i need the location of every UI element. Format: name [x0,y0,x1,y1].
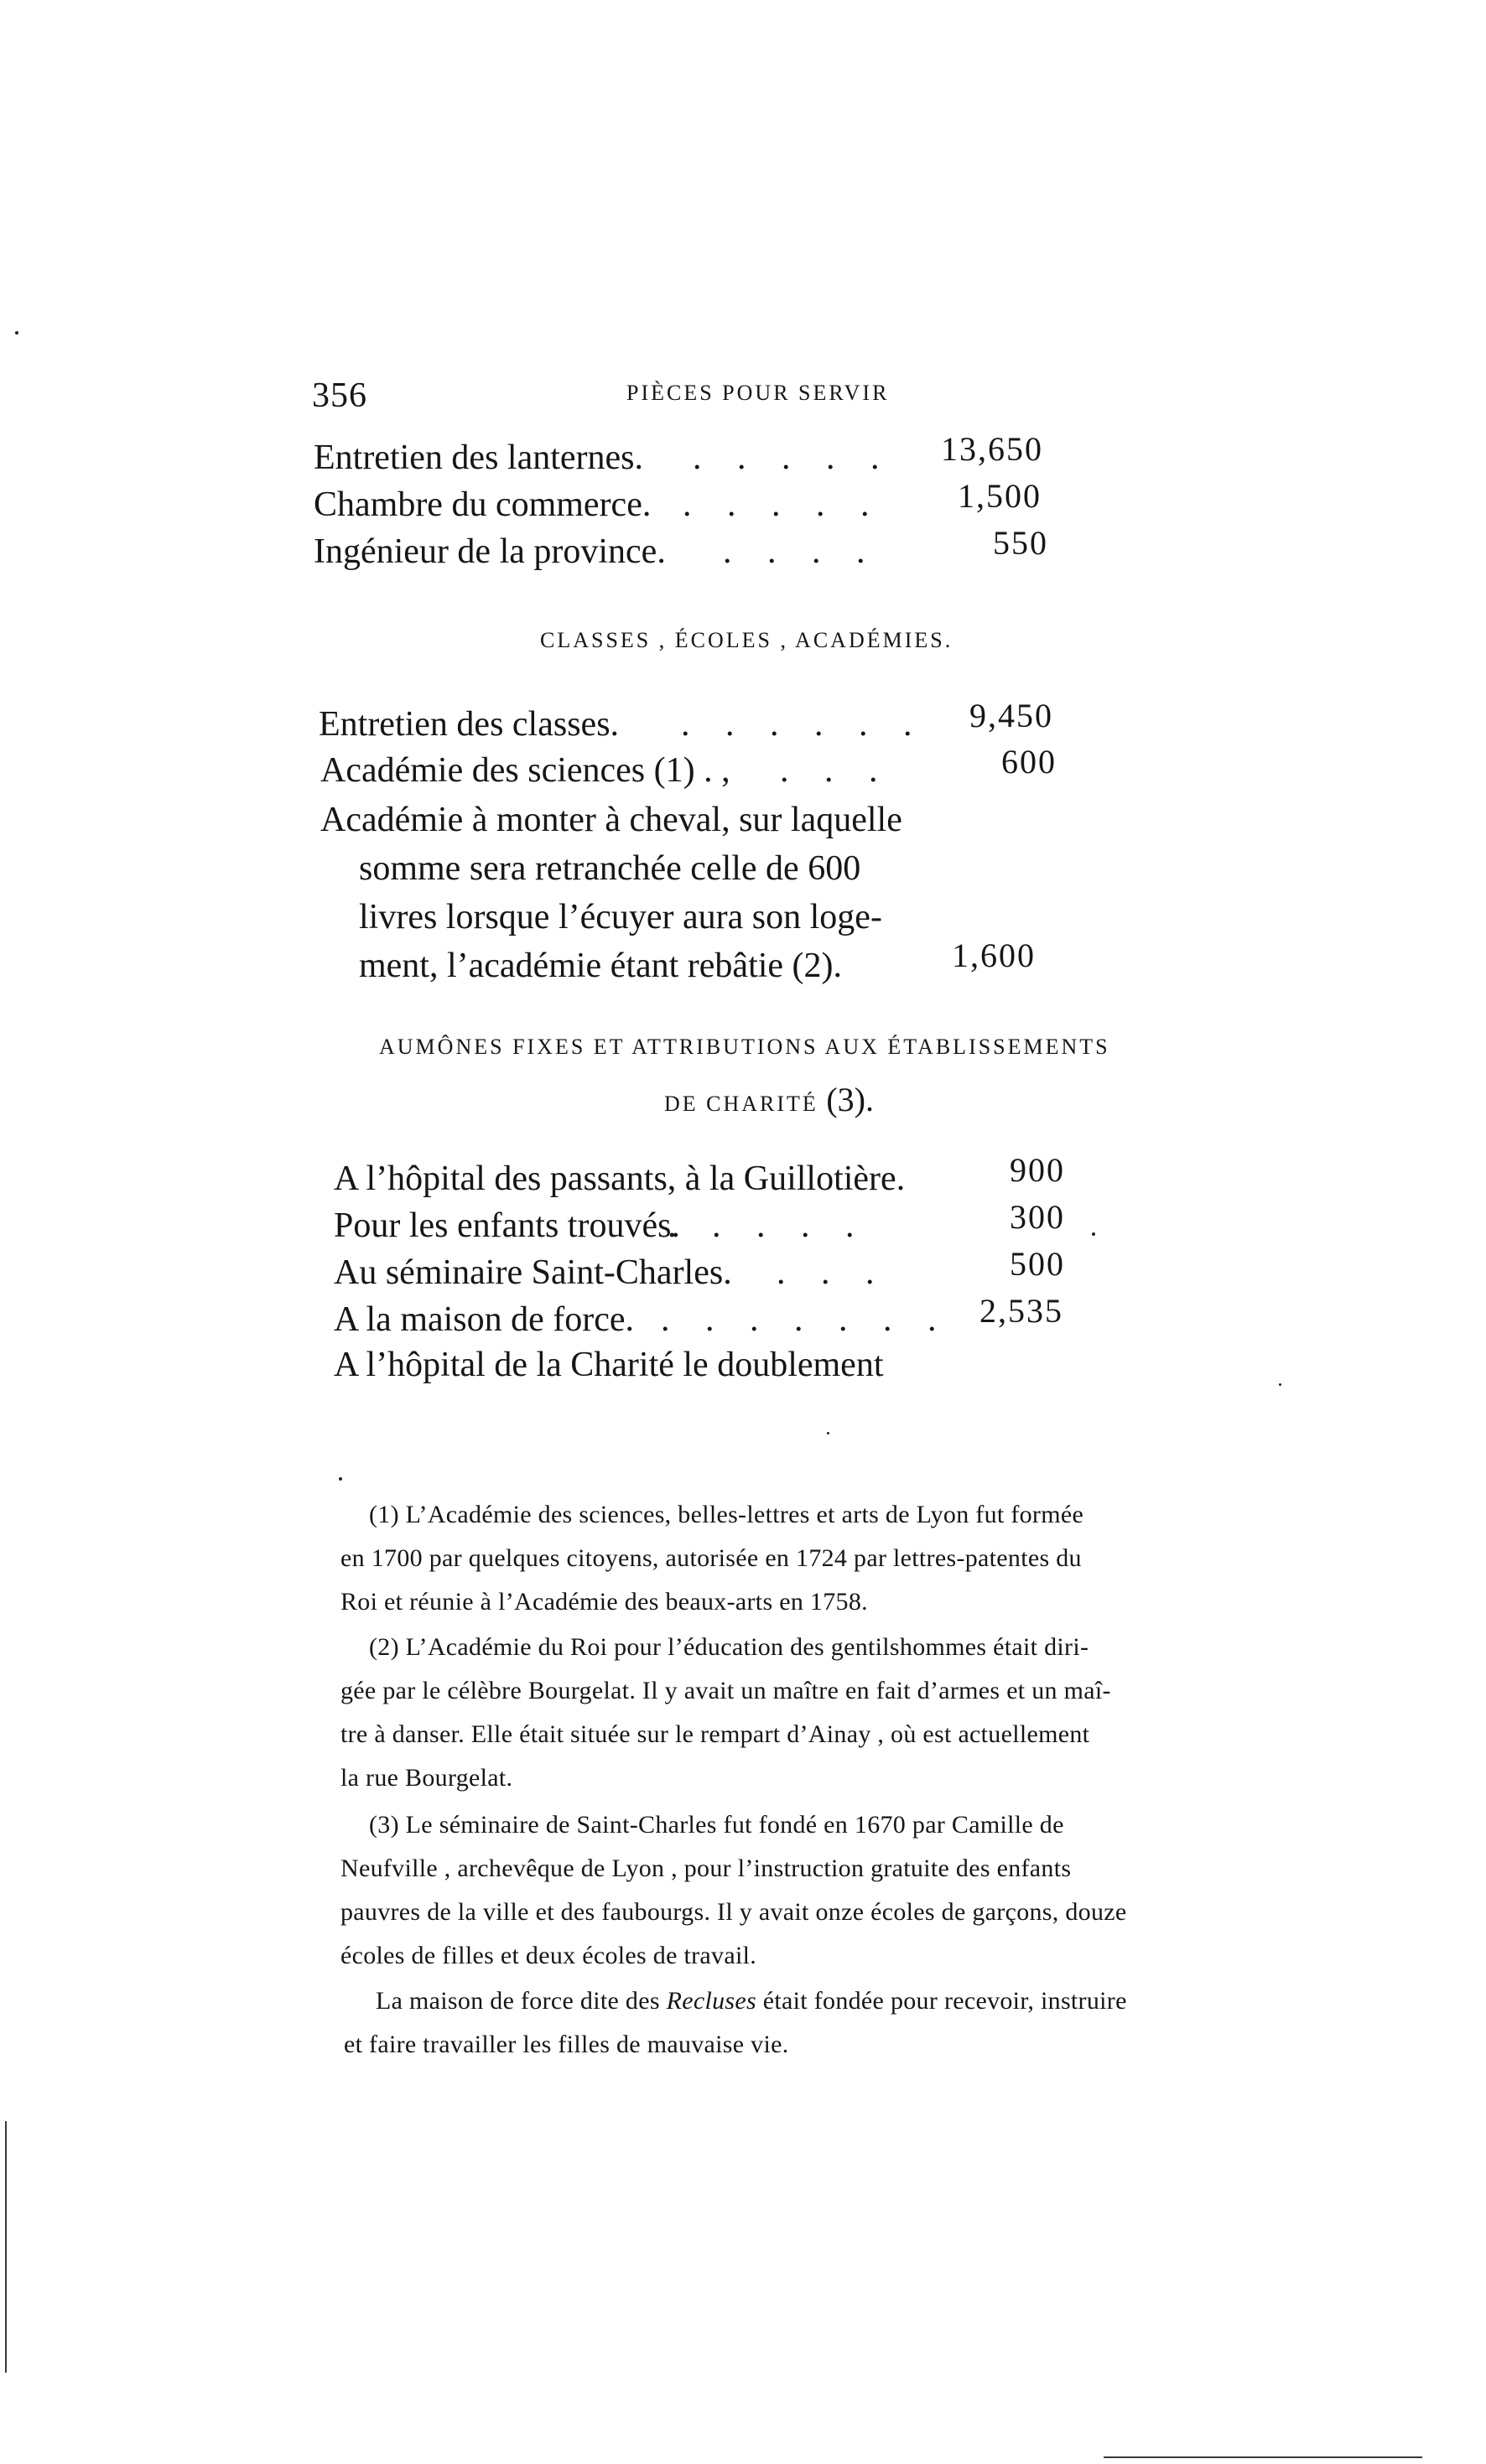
footnote-3-line: pauvres de la ville et des faubourgs. Il y avait onze écoles de garçons, douze [340,1898,1127,1926]
leader-dots: . . . . . [693,438,893,477]
entry-label: Entretien des classes. [319,705,620,744]
running-title: PIÈCES POUR SERVIR [626,381,890,405]
leader-dots: . . . . [723,532,879,571]
entry-label: A la maison de force. [334,1300,635,1339]
entry-amount: 300 [1010,1198,1065,1236]
entry-label: Ingénieur de la province. [314,532,666,571]
footnote-4-text: La maison de force dite des [376,1987,660,2015]
footnote-2-line: gée par le célèbre Bourgelat. Il y avait un maître en fait d’armes et un maî- [340,1677,1111,1704]
page-header [312,376,1050,426]
leader-dots: . . . [777,1253,888,1292]
entry-amount: 1,500 [958,477,1042,515]
paragraph-line: Académie à monter à cheval, sur laquelle [320,801,902,839]
footnote-3-line: (3) Le séminaire de Saint-Charles fut fondé en 1670 par Camille de [369,1811,1064,1839]
footnote-2-line: tre à danser. Elle était située sur le rempart d’Ainay , où est actuellement [340,1720,1090,1748]
paragraph-line: livres lorsque l’écuyer aura son loge- [359,898,882,936]
leader-dots: . . . . . . [681,705,926,744]
paragraph-line: somme sera retranchée celle de 600 [359,849,861,888]
ledger-entry [334,1198,1089,1256]
ledger-entry [334,1292,1089,1350]
footnote-4-line [376,1987,1127,2015]
scan-edge-line [1104,2456,1422,2458]
entry-label: Entretien des lanternes. [314,438,644,477]
entry-amount: 500 [1010,1245,1065,1283]
footnote-4-text: était fondée pour recevoir, instruire [762,1987,1127,2015]
ledger-entry [334,1245,1089,1303]
footnote-3-line: Neufville , archevêque de Lyon , pour l’instruction gratuite des enfants [340,1854,1072,1882]
section-heading-classes: CLASSES , ÉCOLES , ACADÉMIES. [540,628,953,652]
scan-speck [1279,1383,1281,1386]
page-number: 356 [312,376,367,415]
entry-label: Académie des sciences (1) . , [320,751,730,790]
footnote-4-italic: Recluses [666,1987,756,2015]
section-heading-aumones-line1: AUMÔNES FIXES ET ATTRIBUTIONS AUX ÉTABLISSEMENTS [379,1035,1110,1059]
footnote-1-line: en 1700 par quelques citoyens, autorisée en 1724 par lettres-patentes du [340,1544,1082,1572]
ledger-entry [314,524,1052,582]
ledger-entry [314,477,1052,535]
paragraph-amount: 1,600 [952,936,1036,974]
entry-label: A l’hôpital des passants, à la Guillotière. [334,1159,906,1198]
ledger-entry [314,430,1052,488]
ledger-entry [320,743,1058,801]
leader-dots: . . . [780,751,891,790]
leader-dots: . . . . . . . [661,1300,950,1339]
scan-speck [827,1432,829,1434]
entry-amount: 550 [993,524,1048,562]
entry-label: Pour les enfants trouvés. [334,1206,680,1245]
heading-text: DE CHARITÉ [664,1092,818,1116]
footnote-2-line: (2) L’Académie du Roi pour l’éducation des gentilshommes était diri- [369,1633,1089,1661]
entry-label: Au séminaire Saint-Charles. [334,1253,732,1292]
paragraph-line: ment, l’académie étant rebâtie (2). [359,947,843,985]
entry-label: Chambre du commerce. [314,485,652,524]
leader-dots: . . . . . [683,485,883,524]
entry-amount: 900 [1010,1151,1065,1189]
heading-note-ref: (3). [826,1081,874,1118]
entry-amount: 600 [1001,743,1057,781]
ledger-entry [334,1151,1089,1209]
section-heading-aumones-line2 [664,1080,874,1119]
footnote-2-line: la rue Bourgelat. [340,1764,513,1792]
paragraph-line: A l’hôpital de la Charité le doublement [334,1346,884,1384]
entry-amount: 2,535 [979,1292,1063,1330]
entry-amount: 9,450 [969,697,1053,734]
footnote-1-line: Roi et réunie à l’Académie des beaux-arts en 1758. [340,1588,868,1616]
footnote-3-line: écoles de filles et deux écoles de travail. [340,1942,757,1969]
scan-speck [15,331,18,335]
ledger-entry [319,697,1057,755]
entry-amount: 13,650 [941,430,1043,468]
scan-speck [1092,1232,1095,1236]
scan-speck [339,1477,342,1481]
footnote-1-line: (1) L’Académie des sciences, belles-lettres et arts de Lyon fut formée [369,1501,1084,1528]
scan-edge-line [5,2121,7,2373]
leader-dots: . . . . . [668,1206,868,1245]
footnote-4-line: et faire travailler les filles de mauvaise vie. [344,2031,789,2058]
